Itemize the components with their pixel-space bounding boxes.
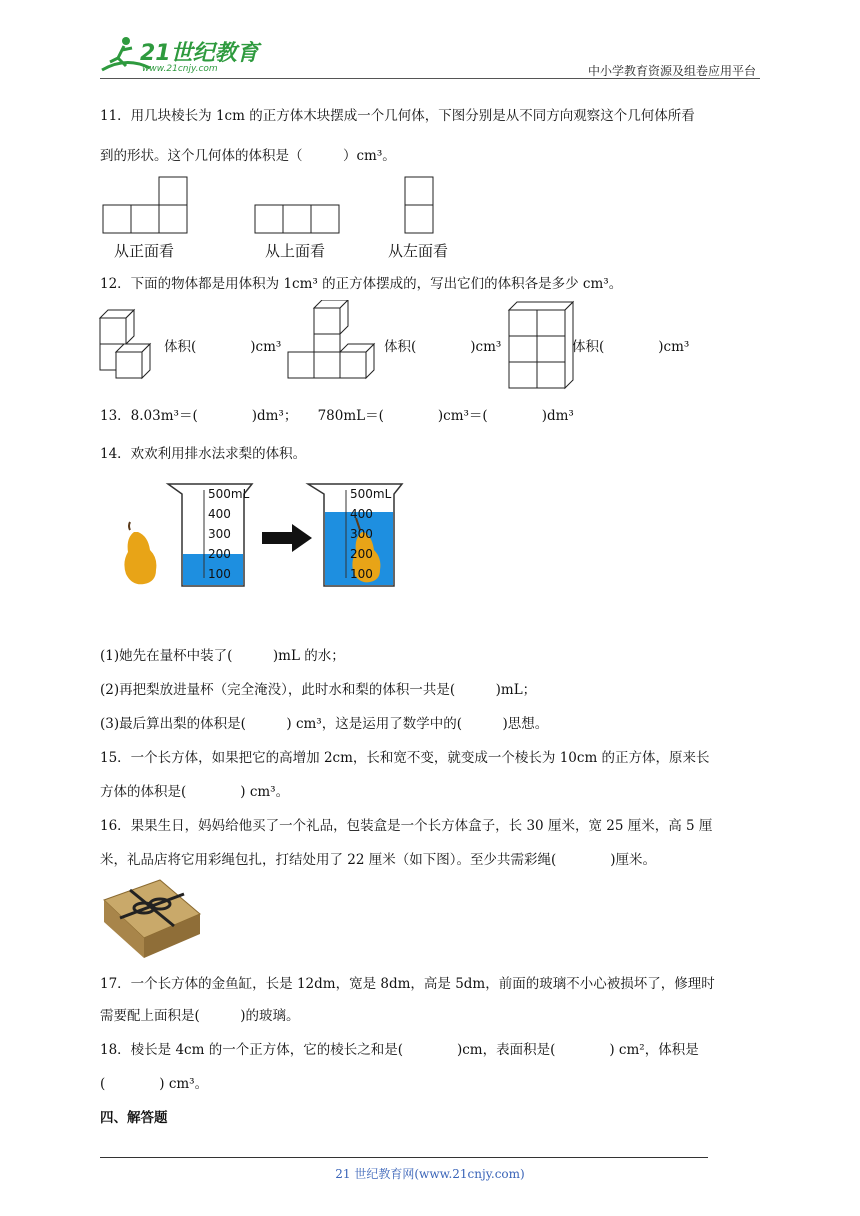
q14-sub3: (3)最后算出梨的体积是( ) cm³，这是运用了数学中的( )思想。 bbox=[100, 716, 549, 732]
left-view-label: 从左面看 bbox=[388, 242, 449, 260]
q15-line1: 15．一个长方体，如果把它的高增加 2cm，长和宽不变，就变成一个棱长为 10cm 的正方体，原来长 bbox=[100, 750, 710, 766]
q17-line1: 17．一个长方体的金鱼缸，长是 12dm，宽是 8dm，高是 5dm，前面的玻璃不小心被损坏了，修理时 bbox=[100, 976, 715, 992]
q17-line2: 需要配上面积是( )的玻璃。 bbox=[100, 1008, 300, 1024]
footer-link[interactable]: 21 世纪教育网(www.21cnjy.com) bbox=[335, 1167, 525, 1181]
front-view-label: 从正面看 bbox=[114, 242, 175, 260]
q12-text: 12．下面的物体都是用体积为 1cm³ 的正方体摆成的，写出它们的体积各是多少 cm³。 bbox=[100, 276, 623, 292]
q13-text: 13．8.03m³＝( )dm³； 780mL＝( )cm³＝( )dm³ bbox=[100, 408, 574, 424]
q11-line1: 11．用几块棱长为 1cm 的正方体木块摆成一个几何体，下图分别是从不同方向观察这个几何体所看 bbox=[100, 108, 695, 124]
q12-cube-figure-2 bbox=[284, 300, 388, 384]
q18-line1: 18．棱长是 4cm 的一个正方体，它的棱长之和是( )cm，表面积是( ) cm²，体积是 bbox=[100, 1042, 699, 1058]
q11-line2: 到的形状。这个几何体的体积是（ ）cm³。 bbox=[100, 148, 396, 164]
section-title: 四、解答题 bbox=[100, 1110, 168, 1126]
q12-answer-3: 体积( )cm³ bbox=[572, 339, 690, 355]
header-divider bbox=[100, 78, 760, 79]
q16-line1: 16．果果生日，妈妈给他买了一个礼品，包装盒是一个长方体盒子，长 30 厘米，宽 25 厘米，高 5 厘 bbox=[100, 818, 713, 834]
arrow-icon bbox=[262, 524, 312, 552]
logo-url: www.21cnjy.com bbox=[142, 64, 218, 74]
q11-view-diagrams bbox=[100, 176, 460, 238]
q15-line2: 方体的体积是( ) cm³。 bbox=[100, 784, 290, 800]
q14-sub1: (1)她先在量杯中装了( )mL 的水； bbox=[100, 648, 345, 664]
q16-line2: 米，礼品店将它用彩绳包扎，打结处用了 22 厘米（如下图）。至少共需彩绳( )厘米。 bbox=[100, 852, 657, 868]
q12-answer-2: 体积( )cm³ bbox=[384, 339, 502, 355]
pear-icon bbox=[124, 522, 156, 584]
beaker2-ticks: 500mL 400 300 200 100 bbox=[350, 487, 392, 581]
q18-line2: ( ) cm³。 bbox=[100, 1076, 209, 1092]
top-view-label: 从上面看 bbox=[265, 242, 326, 260]
logo-text: 21世纪教育 bbox=[140, 41, 259, 66]
q12-answer-1: 体积( )cm³ bbox=[164, 339, 282, 355]
beaker1-ticks: 500mL 400 300 200 100 bbox=[208, 487, 250, 581]
left-view-shape bbox=[405, 177, 433, 233]
q12-cube-figure-3 bbox=[506, 300, 574, 390]
gift-box-image bbox=[100, 878, 204, 962]
q14-text: 14．欢欢利用排水法求梨的体积。 bbox=[100, 446, 307, 462]
footer-divider bbox=[100, 1157, 708, 1158]
q14-sub2: (2)再把梨放进量杯（完全淹没），此时水和梨的体积一共是( )mL； bbox=[100, 682, 537, 698]
header-platform-text: 中小学教育资源及组卷应用平台 bbox=[587, 64, 756, 78]
front-view-shape bbox=[103, 177, 187, 233]
q12-cube-figure-1 bbox=[96, 304, 166, 384]
top-view-shape bbox=[255, 205, 339, 233]
